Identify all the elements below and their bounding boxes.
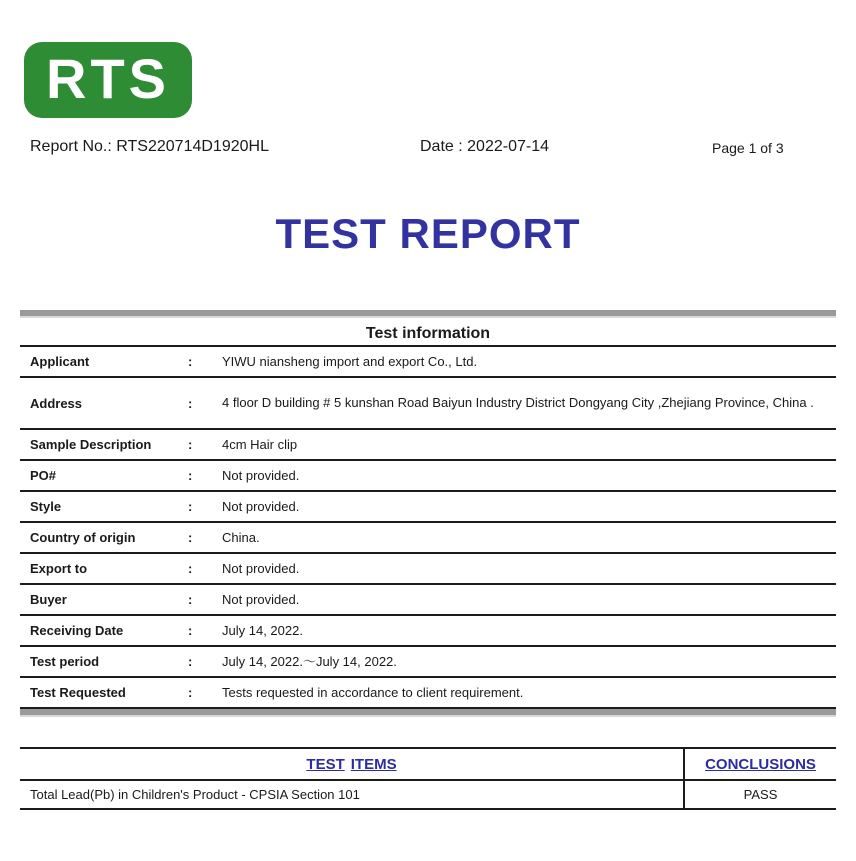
info-row-export-to [20,554,836,585]
row-label: Buyer [30,592,67,607]
row-value: Not provided. [222,498,300,514]
row-value: Not provided. [222,591,300,607]
page-title: TEST REPORT [275,210,581,257]
info-row-test-requested [20,678,836,709]
row-label: PO# [30,468,57,483]
info-row-applicant [20,347,836,378]
test-items-header [20,749,685,779]
row-label: Style [30,499,62,514]
rts-logo-text: RTS [46,46,170,110]
report-number-value: RTS220714D1920HL [116,138,269,155]
page-number: Page 1 of 3 [712,140,784,156]
rts-logo [24,42,192,118]
row-colon: : [188,354,193,369]
info-row-buyer [20,585,836,616]
row-value: YIWU niansheng import and export Co., Ltd. [222,353,478,369]
table-top-divider-bar [20,310,836,318]
row-label: Receiving Date [30,623,124,638]
result-row-lead-cpsia [20,781,836,810]
row-colon: : [188,561,193,576]
row-colon: : [188,437,193,452]
conclusions-header-label: CONCLUSIONS [705,755,816,773]
results-header-row [20,749,836,781]
row-value: July 14, 2022.～July 14, 2022. [222,653,397,669]
report-number [30,138,269,156]
row-label: Applicant [30,354,90,369]
row-colon: : [188,468,193,483]
row-colon: : [188,530,193,545]
row-label: Sample Description [30,437,152,452]
test-information-heading: Test information [20,318,836,347]
row-value: Not provided. [222,560,300,576]
report-date-label: Date : [420,138,463,155]
row-colon: : [188,623,193,638]
row-colon: : [188,685,193,700]
report-number-label: Report No.: [30,138,112,155]
row-value: Not provided. [222,467,300,483]
row-label: Test Requested [30,685,126,700]
row-value: July 14, 2022. [222,622,303,638]
info-row-address [20,378,836,430]
result-item-cell: Total Lead(Pb) in Children's Product - CPSIA Section 101 [20,781,685,808]
info-row-sample-description [20,430,836,461]
info-row-receiving-date [20,616,836,647]
test-results-table [20,747,836,810]
info-row-test-period [20,647,836,678]
table-bottom-divider-bar [20,709,836,717]
row-value: 4 floor D building # 5 kunshan Road Baiyun Industry District Dongyang City ,Zhejiang Province, China . [222,395,814,410]
row-value: China. [222,529,260,545]
row-label: Export to [30,561,88,576]
conclusions-header [685,749,836,779]
row-label: Test period [30,654,100,669]
row-value: 4cm Hair clip [222,436,298,452]
test-items-word-test: TEST [306,755,345,773]
test-information-table [20,310,836,717]
report-date-value: 2022-07-14 [467,138,549,155]
row-value: Tests requested in accordance to client requirement. [222,684,524,700]
row-label: Address [30,395,83,411]
report-header-row [0,138,856,160]
row-colon: : [188,654,193,669]
info-row-po [20,461,836,492]
result-conclusion-cell: PASS [743,787,778,802]
row-colon: : [188,592,193,607]
row-colon: : [188,499,193,514]
row-label: Country of origin [30,530,136,545]
report-date [420,138,549,156]
info-row-country-of-origin [20,523,836,554]
test-items-word-items: ITEMS [350,755,397,773]
row-colon: : [188,395,193,411]
info-row-style [20,492,836,523]
